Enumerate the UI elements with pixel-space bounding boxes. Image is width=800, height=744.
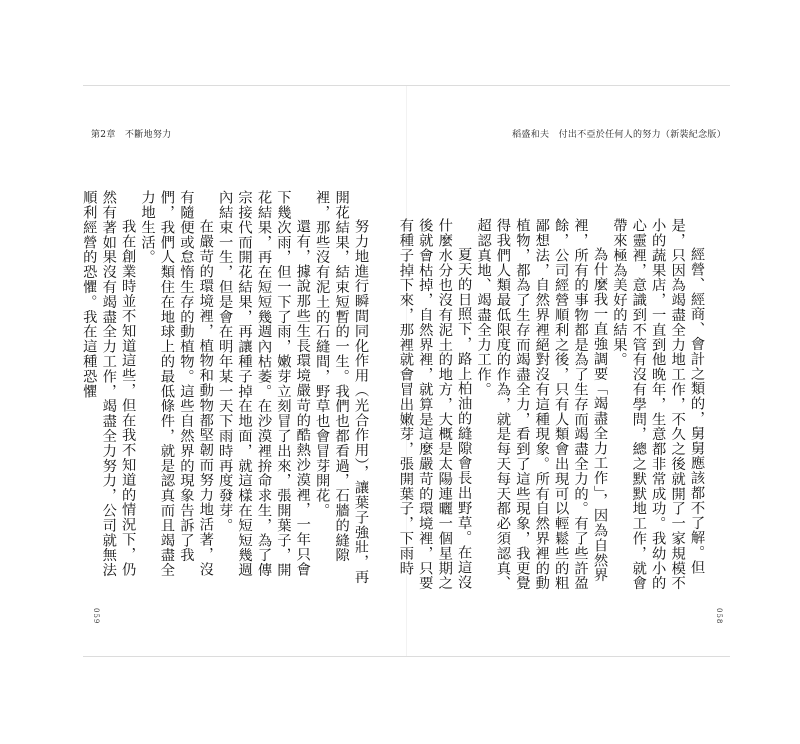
book-spread [83, 85, 730, 657]
right-body-text [397, 218, 706, 594]
left-body-text [81, 190, 370, 590]
left-paragraph-3: 在嚴苛的環境裡，植物和動物都堅韌而努力地活著，沒有隨便或怠惰生存的動植物。這些自然界的現象告訴了我們，我們人類住在地球上的最低條件，就是認真而且竭盡全力地生活。 [139, 190, 214, 578]
left-running-head: 第2章 不斷地努力 [91, 130, 172, 140]
left-paragraph-1: 努力地進行瞬間同化作用（光合作用），讓葉子強壯，再開花結果，結束短暫的一生。我們也都看過，石牆的縫隙裡，那些沒有泥土的石縫間，野草也會冒芽開花。 [314, 190, 369, 584]
right-paragraph-1: 經營、經商、會計之類的，舅舅應該都不了解。但是，只因為竭盡全力地工作，不久之後就開了一家規模不小的蔬果店，一直到他晚年，生意都非常成功。我幼小的心靈裡，意識到不管有沒有學問，總之默默地工作，就會帶來極為美好的結果。 [611, 218, 705, 591]
right-paragraph-2: 為什麼我一直強調要「竭盡全力工作」，因為自然界裡，所有的事物都是為了生存而竭盡全力的。有了些許盈餘，公司經營順利之後，只有人類會出現可以輕鬆些的粗鄙想法，自然界裡絕對沒有這種現象。所有自然界裡的動植物，都為了生存而竭盡全力，看到了這些現象，我更覺得我們人類最低限度的作為，就是每天每天都必須認真、超認真地、竭盡全力工作。 [475, 218, 608, 591]
right-page-number: 058 [715, 608, 723, 625]
left-paragraph-2: 還有，據說那些生長環境嚴苛的酷熱沙漠裡，一年只會下幾次雨，但一下了雨，嫩芽立刻冒了出來，張開葉子，開花結果，再在短短幾週內枯萎。在沙漠裡拚命求生，為了傳宗接代而開花結果，再讓種子掉在地面，就這樣在短短幾週內結束一生，但是會在明年某一天下雨時再度發芽。 [217, 190, 311, 578]
left-page [83, 86, 406, 656]
left-paragraph-4: 我在創業時並不知道這些，但在我不知道的情況下，仍然有著如果沒有竭盡全力工作，竭盡全力努力，公司就無法順利經營的恐懼。我在這種恐懼 [81, 190, 137, 578]
right-page [397, 86, 730, 656]
left-page-number: 059 [92, 608, 100, 625]
right-running-head: 稻盛和夫 付出不亞於任何人的努力（新裝紀念版） [512, 130, 726, 140]
right-paragraph-3: 夏天的日照下，路上柏油的縫隙會長出野草。在這沒什麼水分也沒有泥土的地方，大概是太陽連曬一個星期之後就會枯掉，自然界裡，就算是這麼嚴苛的環境裡，只要有種子掉下來，那裡就會冒出嫩芽，張開葉子，下雨時 [397, 218, 473, 591]
